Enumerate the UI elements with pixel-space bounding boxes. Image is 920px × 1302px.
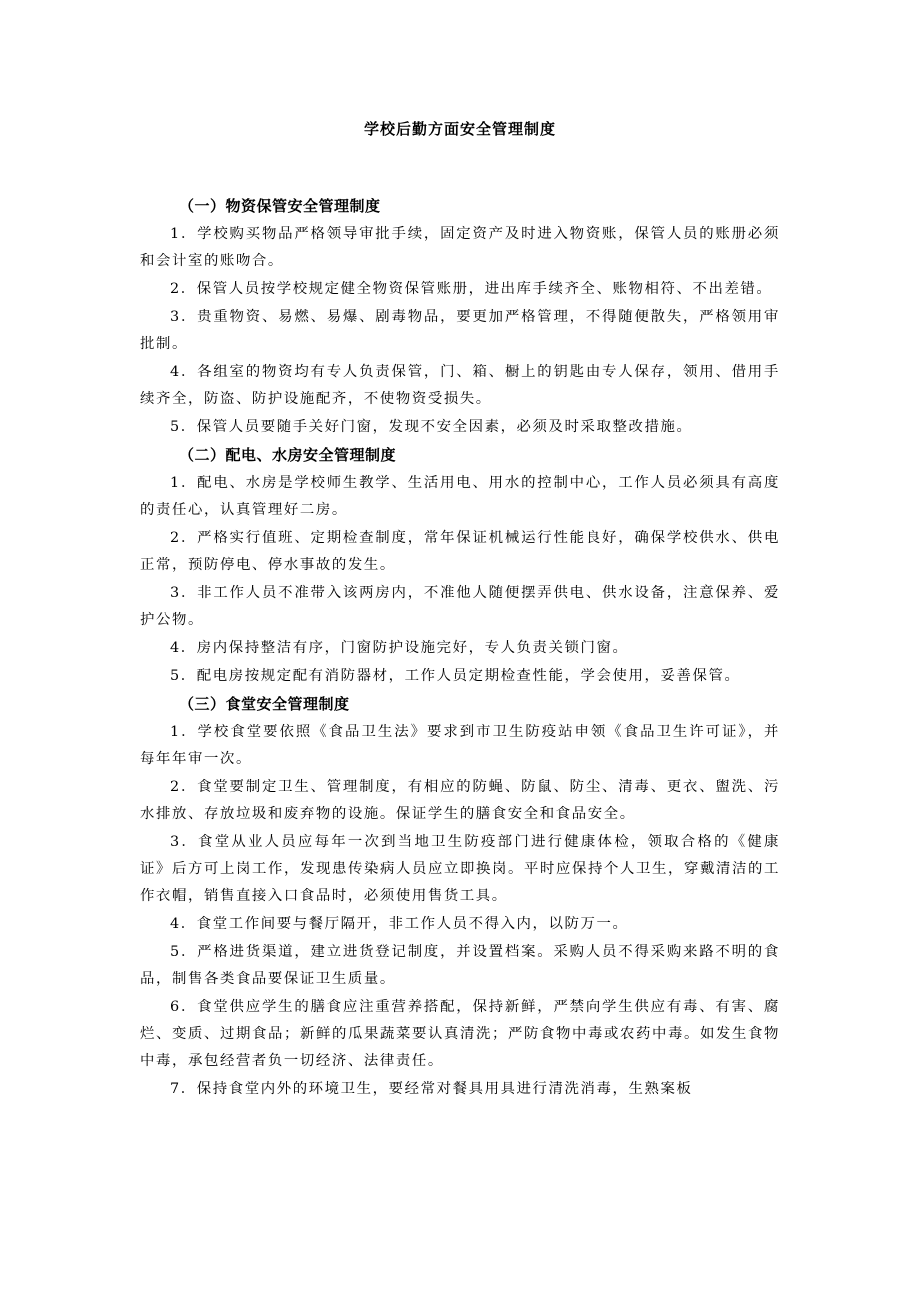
document-body: [140, 193, 780, 1103]
paragraph: 2．保管人员按学校规定健全物资保管账册，进出库手续齐全、账物相符、不出差错。: [170, 281, 773, 297]
paragraph: 5．配电房按规定配有消防器材，工作人员定期检查性能，学会使用，妥善保管。: [170, 668, 741, 684]
paragraph: 1．学校食堂要依照《食品卫生法》要求到市卫生防疫站申领《食品卫生许可证》，并每年年审一次。: [140, 724, 780, 767]
document-title: 学校后勤方面安全管理制度: [363, 120, 556, 138]
paragraph: 5．严格进货渠道，建立进货登记制度，并设置档案。采购人员不得采购来路不明的食品，制售各类食品要保证卫生质量。: [140, 944, 780, 987]
paragraph: 7．保持食堂内外的环境卫生，要经常对餐具用具进行清洗消毒，生熟案板: [170, 1081, 693, 1097]
paragraph: 4．房内保持整洁有序，门窗防护设施完好，专人负责关锁门窗。: [170, 640, 629, 656]
paragraph: 5．保管人员要随手关好门窗，发现不安全因素，必须及时采取整改措施。: [170, 419, 693, 435]
paragraph: 6．食堂供应学生的膳食应注重营养搭配，保持新鲜，严禁向学生供应有毒、有害、腐烂、变质、过期食品；新鲜的瓜果蔬菜要认真清洗；严防食物中毒或农药中毒。如发生食物中毒，承包经营者负一切经济、法律责任。: [140, 999, 780, 1069]
section-heading: （一）物资保管安全管理制度: [179, 197, 381, 215]
paragraph: 2．严格实行值班、定期检查制度，常年保证机械运行性能良好，确保学校供水、供电正常，预防停电、停水事故的发生。: [140, 530, 780, 573]
paragraph: 2．食堂要制定卫生、管理制度，有相应的防蝇、防鼠、防尘、清毒、更衣、盥洗、污水排放、存放垃圾和废弃物的设施。保证学生的膳食安全和食品安全。: [140, 779, 780, 822]
paragraph: 4．各组室的物资均有专人负责保管，门、箱、橱上的钥匙由专人保存，领用、借用手续齐全，防盗、防护设施配齐，不使物资受损失。: [140, 364, 780, 407]
paragraph: 4．食堂工作间要与餐厅隔开，非工作人员不得入内，以防万一。: [170, 916, 629, 932]
paragraph: 3．非工作人员不准带入该两房内，不准他人随便摆弄供电、供水设备，注意保养、爱护公物。: [140, 585, 780, 628]
paragraph: 1．配电、水房是学校师生教学、生活用电、用水的控制中心，工作人员必须具有高度的责任心，认真管理好二房。: [140, 475, 780, 518]
paragraph: 1．学校购买物品严格领导审批手续，固定资产及时进入物资账，保管人员的账册必须和会计室的账吻合。: [140, 226, 780, 269]
paragraph: 3．食堂从业人员应每年一次到当地卫生防疫部门进行健康体检，领取合格的《健康证》后方可上岗工作，发现患传染病人员应立即换岗。平时应保持个人卫生，穿戴清洁的工作衣帽，销售直接入口食品时，必须使用售货工具。: [140, 834, 780, 904]
section-heading: （三）食堂安全管理制度: [179, 695, 350, 713]
section-heading: （二）配电、水房安全管理制度: [179, 446, 397, 464]
paragraph: 3．贵重物资、易燃、易爆、剧毒物品，要更加严格管理，不得随便散失，严格领用审批制。: [140, 309, 780, 352]
